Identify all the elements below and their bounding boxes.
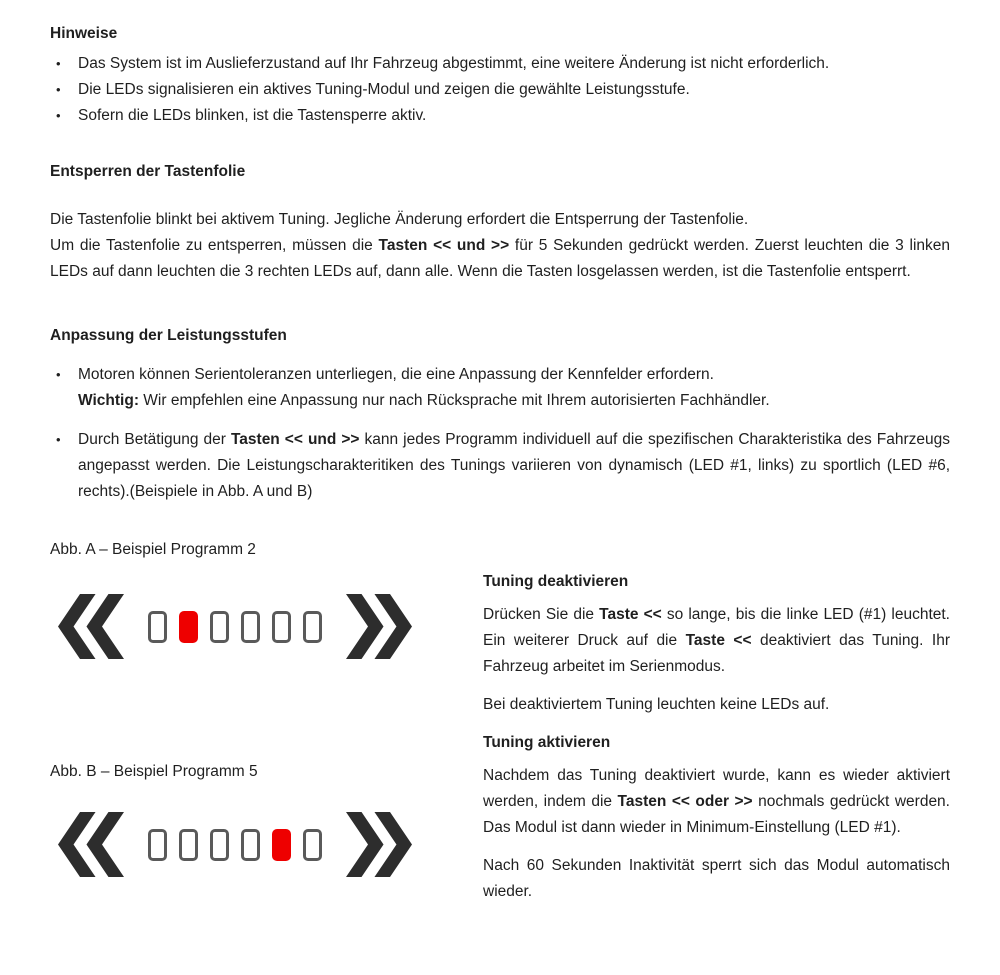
led-row	[148, 829, 322, 861]
bullet-text: Die LEDs signalisieren ein aktives Tuning-Modul und zeigen die gewählte Leistungsstufe.	[78, 81, 690, 98]
paragraph	[483, 853, 950, 905]
paragraph	[50, 233, 950, 285]
bullet-marker: •	[56, 56, 61, 71]
bold-keys-label: Tasten << oder >>	[617, 793, 753, 810]
bullet-text: Das System ist im Auslieferzustand auf Ihr Fahrzeug abgestimmt, eine weitere Änderung ist nicht erforderlich.	[78, 55, 830, 72]
heading-entsperren: Entsperren der Tastenfolie	[50, 163, 246, 180]
heading-tuning-deaktivieren: Tuning deaktivieren	[483, 573, 629, 590]
led-2-active	[179, 611, 198, 643]
anpassung-bullet-list	[50, 362, 950, 505]
heading-tuning-aktivieren: Tuning aktivieren	[483, 734, 611, 751]
double-chevron-left-icon	[58, 594, 124, 659]
led-5-active	[272, 829, 291, 861]
paragraph-text: Wir empfehlen eine Anpassung nur nach Rücksprache mit Ihrem autorisierten Fachhändler.	[139, 392, 770, 409]
section-entsperren	[50, 159, 950, 285]
bullet-marker: •	[56, 108, 61, 123]
paragraph	[50, 207, 950, 233]
bullet-text: Sofern die LEDs blinken, ist die Tastensperre aktiv.	[78, 107, 427, 124]
figures-and-text-columns	[50, 537, 950, 905]
bullet-marker: •	[56, 82, 61, 97]
paragraph-text: Nachdem das Tuning deaktiviert wurde, kann es wieder aktiviert werden, indem die	[483, 767, 950, 810]
led-3	[210, 829, 229, 861]
led-4	[241, 829, 260, 861]
paragraph-text: deaktiviert das Tuning. Ihr Fahrzeug arbeitet im Serienmodus.	[483, 632, 950, 675]
paragraph-text: Durch Betätigung der	[78, 431, 231, 448]
led-1	[148, 829, 167, 861]
led-1	[148, 611, 167, 643]
paragraph-text: Bei deaktiviertem Tuning leuchten keine LEDs auf.	[483, 696, 830, 713]
led-row	[148, 611, 322, 643]
paragraph-text: nochmals gedrückt werden. Das Modul ist dann wieder in Minimum-Einstellung (LED #1).	[483, 793, 950, 836]
bold-key-label: Taste <<	[599, 606, 662, 623]
tuning-text-column	[483, 537, 950, 905]
bullet-text	[78, 427, 950, 505]
double-chevron-left-icon	[58, 812, 124, 877]
paragraph-text: Die Tastenfolie blinkt bei aktivem Tuning. Jegliche Änderung erfordert die Entsperrung der Tastenfolie.	[50, 211, 749, 228]
paragraph-text: kann jedes Programm individuell auf die spezifischen Charakteristika des Fahrzeugs angepasst werden. Die Leistungscharakteritiken des Tunings variieren von dynamisch (LED #1, links) zu sportlich (LED #6, rechts).(Beispiele in Abb. A und B)	[78, 431, 950, 500]
bullet-text	[78, 362, 950, 414]
bullet-marker: •	[56, 432, 61, 447]
paragraph-text: Motoren können Serientoleranzen unterliegen, die eine Anpassung der Kennfelder erfordern.	[78, 366, 714, 383]
hinweise-bullet-list	[50, 51, 950, 129]
paragraph-text: Um die Tastenfolie zu entsperren, müssen die	[50, 237, 379, 254]
bullet-item	[50, 427, 950, 505]
section-anpassung	[50, 323, 950, 505]
led-6	[303, 611, 322, 643]
paragraph	[483, 602, 950, 680]
figure-b-led-display	[58, 812, 483, 877]
bold-key-label: Taste <<	[685, 632, 752, 649]
figure-a-caption: Abb. A – Beispiel Programm 2	[50, 541, 256, 558]
entsperren-body	[50, 207, 950, 285]
paragraph	[483, 763, 950, 841]
bold-keys-label: Tasten << und >>	[378, 237, 510, 254]
figures-column	[50, 537, 483, 905]
figure-a-led-display	[58, 594, 483, 659]
led-4	[241, 611, 260, 643]
led-5	[272, 611, 291, 643]
double-chevron-right-icon	[346, 594, 412, 659]
bold-keys-label: Tasten << und >>	[230, 431, 360, 448]
bullet-marker: •	[56, 367, 61, 382]
bold-wichtig-label: Wichtig:	[78, 392, 139, 409]
led-6	[303, 829, 322, 861]
bullet-item	[50, 77, 950, 103]
paragraph	[483, 692, 950, 718]
section-hinweise	[50, 21, 950, 129]
heading-hinweise: Hinweise	[50, 25, 118, 42]
double-chevron-right-icon	[346, 812, 412, 877]
led-2	[179, 829, 198, 861]
paragraph-text: für 5 Sekunden gedrückt werden. Zuerst leuchten die 3 linken LEDs auf dann leuchten die 3 rechten LEDs auf, dann alle. Wenn die Tasten losgelassen werden, ist die Tastenfolie entsperrt.	[50, 237, 950, 280]
heading-anpassung: Anpassung der Leistungsstufen	[50, 327, 287, 344]
bullet-item	[50, 103, 950, 129]
bullet-item	[50, 51, 950, 77]
paragraph-text: Nach 60 Sekunden Inaktivität sperrt sich das Modul automatisch wieder.	[483, 857, 950, 900]
paragraph-text: so lange, bis die linke LED (#1) leuchtet. Ein weiterer Druck auf die	[483, 606, 950, 649]
figure-b-caption: Abb. B – Beispiel Programm 5	[50, 763, 258, 780]
paragraph-text: Drücken Sie die	[483, 606, 600, 623]
bullet-item	[50, 362, 950, 414]
led-3	[210, 611, 229, 643]
